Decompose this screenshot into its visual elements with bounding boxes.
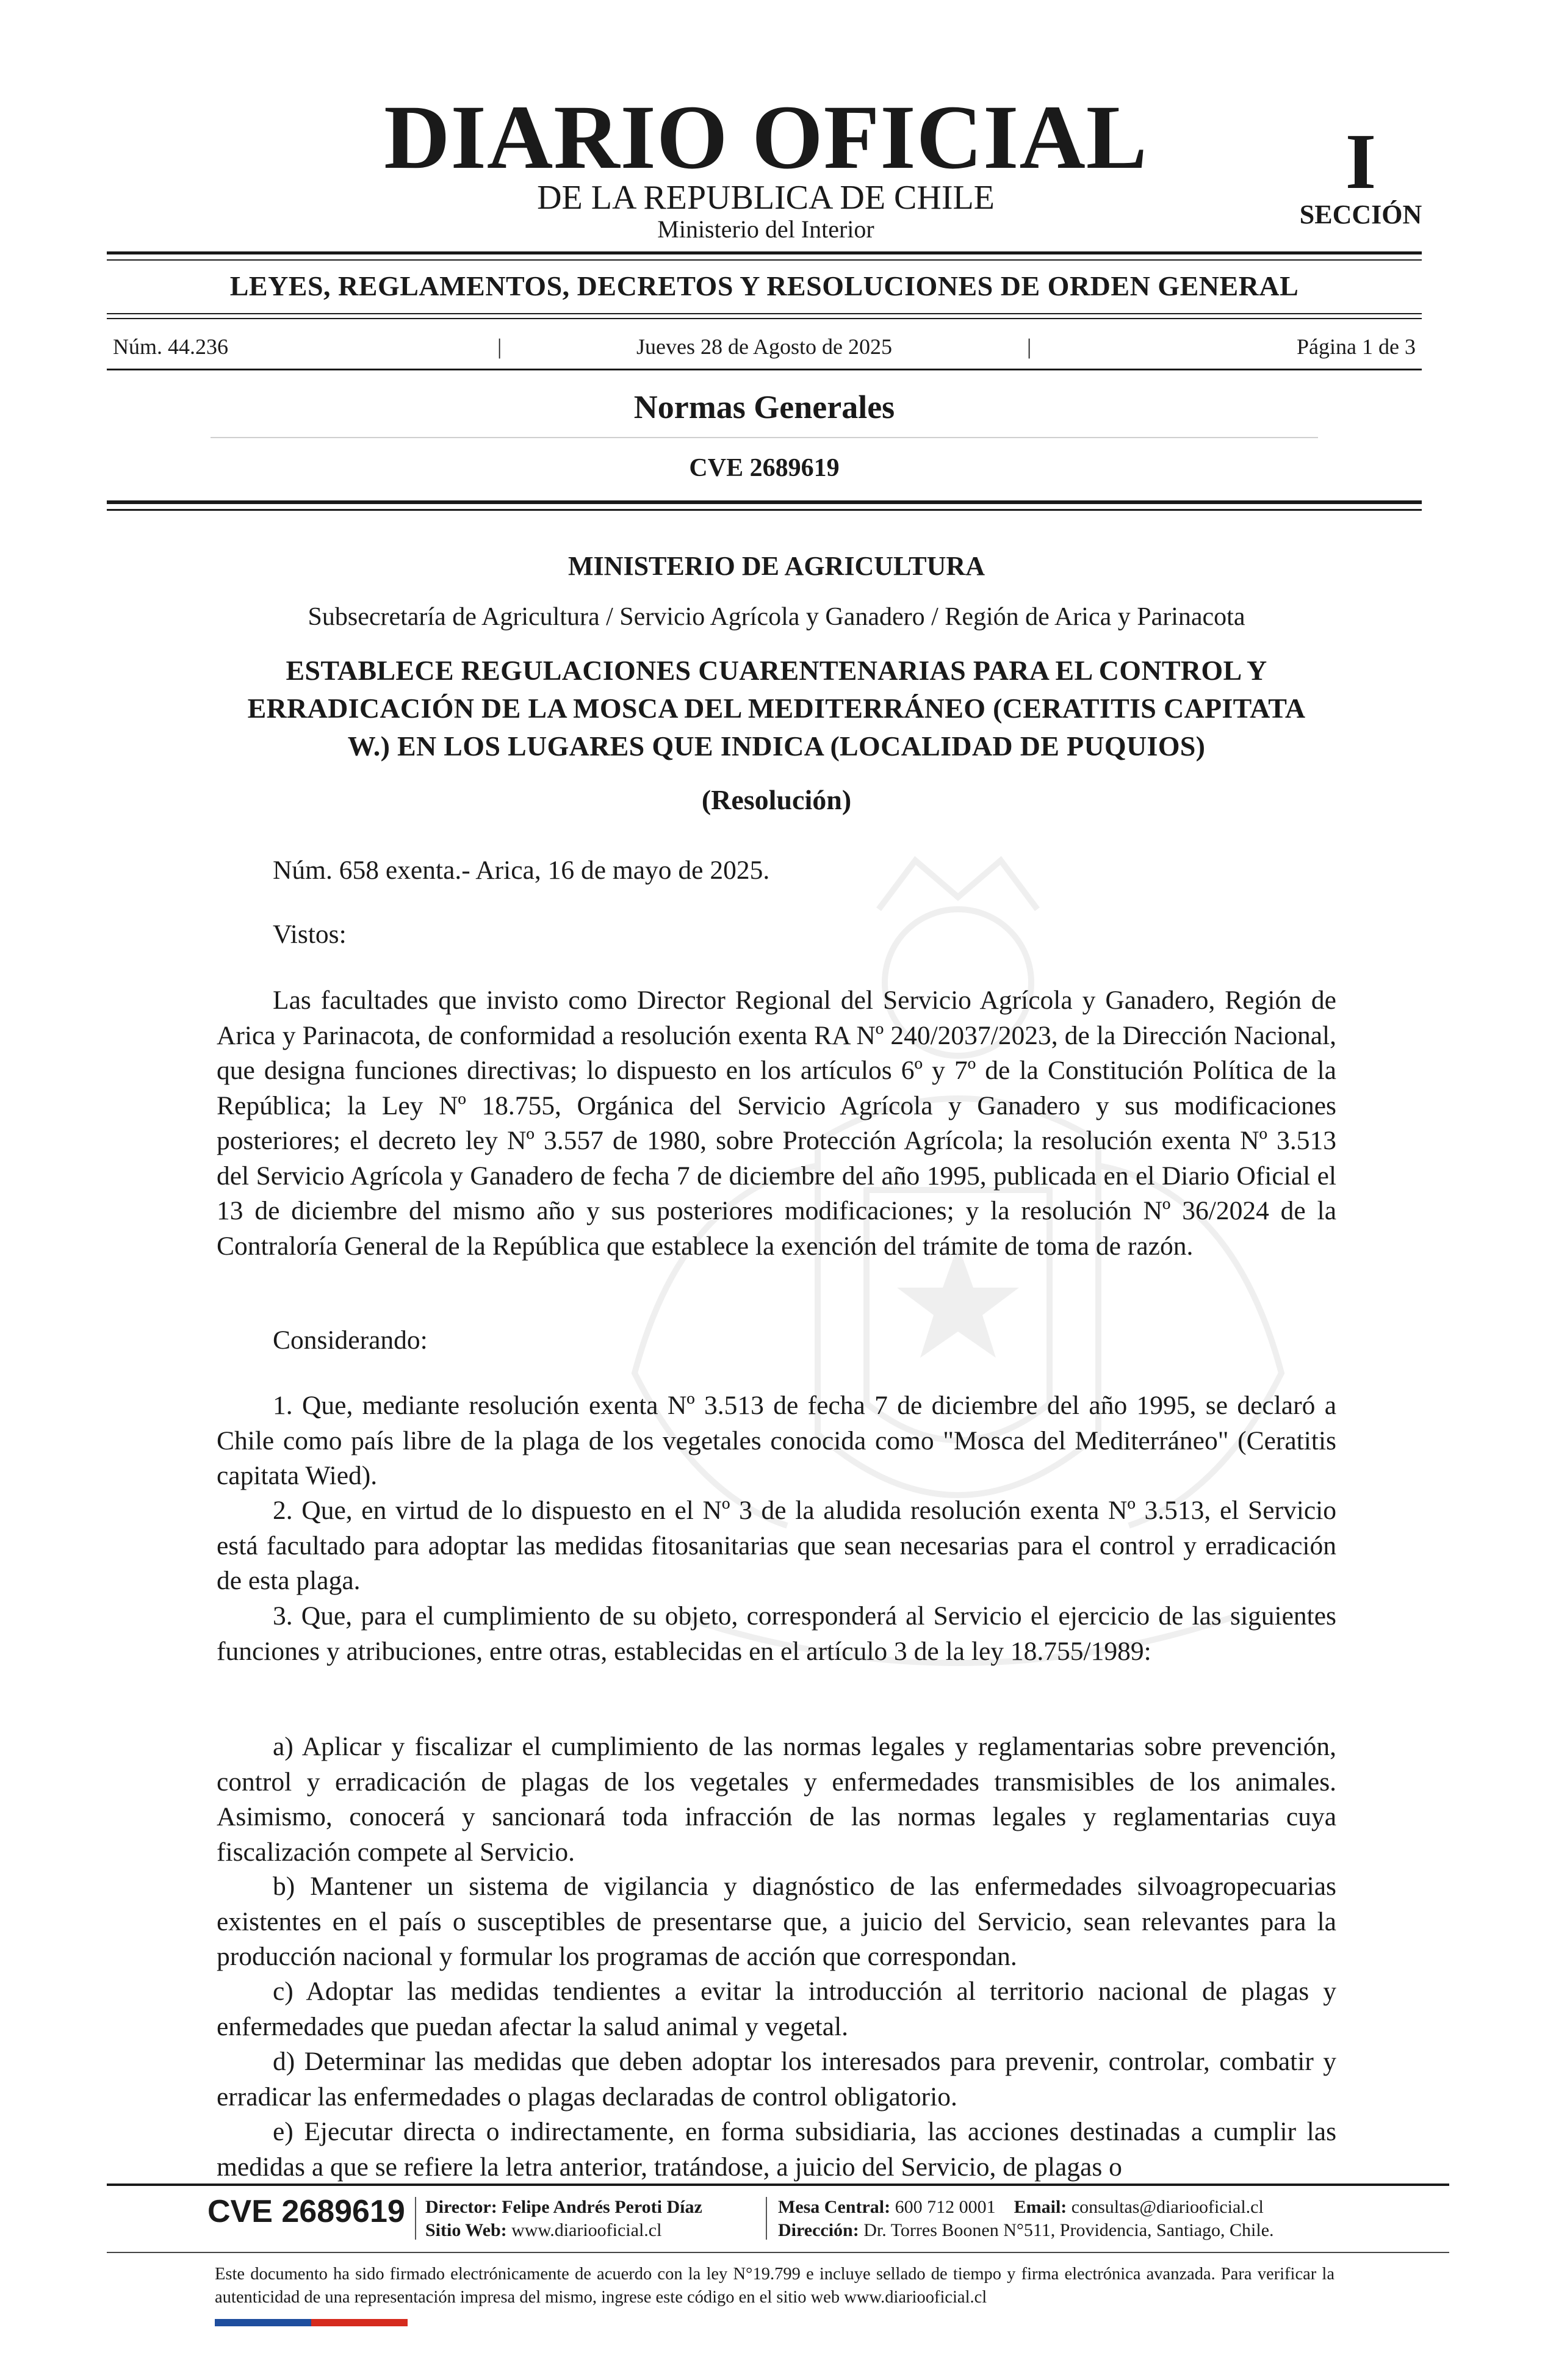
vistos-label: Vistos: [273, 920, 347, 949]
paper-ministry: Ministerio del Interior [657, 215, 874, 243]
footer-contact-block [778, 2196, 1274, 2242]
vistos-paragraph: Las facultades que invisto como Director Regional del Servicio Agrícola y Ganadero, Región de Arica y Parinacota, de conformidad a resolución exenta RA Nº 240/2037/2023, de la Dirección Nacional, que designa funciones directivas; lo dispuesto en los artículos 6º y 7º de la Constitución Política de la República; la Ley Nº 18.755, Orgánica del Servicio Agrícola y Ganadero y sus modificaciones posteriores; el decreto ley Nº 3.557 de 1980, sobre Protección Agrícola; la resolución exenta Nº 3.513 del Servicio Agrícola y Ganadero de fecha 7 de diciembre del año 1995, publicada en el Diario Oficial el 13 de diciembre del mismo año y sus posteriores modificaciones; y la resolución Nº 36/2024 de la Contraloría General de la República que establece la exención del trámite de toma de razón. [217, 986, 1336, 1261]
divider [107, 259, 1422, 261]
address-label: Dirección: [778, 2220, 859, 2240]
section-label: SECCIÓN [1299, 200, 1422, 229]
divider [107, 318, 1422, 319]
considerando-item: 2. Que, en virtud de lo dispuesto en el Nº 3 de la aludida resolución exenta Nº 3.513, el Servicio está facultado para adoptar las medidas fitosanitarias que sean necesarias para el control y erradicación de esta plaga. [217, 1496, 1336, 1595]
phone-number: 600 712 0001 [895, 2197, 996, 2217]
ministry-heading: MINISTERIO DE AGRICULTURA [568, 551, 985, 581]
address-text: Dr. Torres Boonen N°511, Providencia, Santiago, Chile. [863, 2220, 1274, 2240]
divider [107, 2183, 1449, 2186]
divider [107, 2252, 1449, 2253]
separator: | [1027, 334, 1032, 359]
resolution-title [217, 652, 1336, 765]
considerando-label: Considerando: [273, 1325, 428, 1355]
paper-title: DIARIO OFICIAL [384, 87, 1148, 188]
phone-label: Mesa Central: [778, 2197, 891, 2217]
function-item: b) Mantener un sistema de vigilancia y diagnóstico de las enfermedades silvoagropecuarias existentes en el país o susceptibles de presentarse que, a juicio del Servicio, sean relevantes para la producción nacional y formular los programas de acción que correspondan. [217, 1872, 1336, 1971]
norms-heading: Normas Generales [633, 389, 895, 425]
considerando-item: 3. Que, para el cumplimiento de su objeto, corresponderá al Servicio el ejercicio de las siguientes funciones y atribuciones, entre otras, establecidas en el artículo 3 de la ley 18.755/1989: [217, 1601, 1336, 1666]
resolution-title-line: ERRADICACIÓN DE LA MOSCA DEL MEDITERRÁNEO (CERATITIS CAPITATA [247, 693, 1306, 724]
issue-bar [107, 334, 1422, 359]
function-item: a) Aplicar y fiscalizar el cumplimiento de las normas legales y reglamentarias sobre prevención, control y erradicación de plagas de los vegetales y enfermedades transmisibles de los animales. Asimismo, conocerá y sancionará toda infracción de las normas legales y reglamentarias cuya fiscalización compete al Servicio. [217, 1732, 1336, 1867]
function-item: c) Adoptar las medidas tendientes a evitar la introducción al territorio nacional de plagas y enfermedades que puedan afectar la salud animal y vegetal. [217, 1977, 1336, 2041]
website-link[interactable]: www.diariooficial.cl [511, 2220, 662, 2240]
resolution-number-line: Núm. 658 exenta.- Arica, 16 de mayo de 2025. [273, 856, 770, 885]
director-label: Director: [425, 2197, 497, 2217]
paper-subtitle: DE LA REPUBLICA DE CHILE [537, 179, 995, 217]
function-item: e) Ejecutar directa o indirectamente, en forma subsidiaria, las acciones destinadas a cumplir las medidas a que se refiere la letra anterior, tratándose, a juicio del Servicio, de plagas o [217, 2117, 1336, 2182]
divider [107, 500, 1422, 504]
section-numeral: I [1345, 118, 1377, 206]
footer-cve-code: CVE 2689619 [207, 2194, 405, 2229]
director-name: Felipe Andrés Peroti Díaz [502, 2197, 702, 2217]
flag-stripe-red [311, 2319, 408, 2326]
resolution-title-line: ESTABLECE REGULACIONES CUARENTENARIAS PARA EL CONTROL Y [286, 655, 1267, 686]
issue-date: Jueves 28 de Agosto de 2025 [636, 334, 892, 359]
divider [107, 251, 1422, 254]
divider [107, 313, 1422, 314]
email-label: Email: [1014, 2197, 1067, 2217]
legal-notice: Este documento ha sido firmado electrónicamente de acuerdo con la ley N°19.799 e incluye sellado de tiempo y firma electrónica avanzada. Para verificar la autenticidad de una representación impresa del mismo, ingrese este código en el sitio web www.diariooficial.cl [215, 2265, 1334, 2307]
function-item: d) Determinar las medidas que deben adoptar los interesados para prevenir, controlar, combatir y erradicar las enfermedades o plagas declaradas de control obligatorio. [217, 2047, 1336, 2111]
separator: | [497, 334, 502, 359]
divider [415, 2197, 416, 2240]
divider [211, 437, 1318, 438]
issue-number: Núm. 44.236 [113, 334, 228, 359]
footer-director-block [425, 2196, 702, 2242]
divider [107, 369, 1422, 370]
divider [107, 509, 1422, 511]
subsecretaria-line: Subsecretaría de Agricultura / Servicio Agrícola y Ganadero / Región de Arica y Parinacota [308, 603, 1245, 631]
issue-page: Página 1 de 3 [1297, 334, 1416, 359]
considerando-item: 1. Que, mediante resolución exenta Nº 3.513 de fecha 7 de diciembre del año 1995, se declaró a Chile como país libre de la plaga de los vegetales conocida como "Mosca del Mediterráneo" (Ceratitis capitata Wied). [217, 1391, 1336, 1490]
divider [766, 2197, 767, 2240]
resolution-title-line: W.) EN LOS LUGARES QUE INDICA (LOCALIDAD DE PUQUIOS) [347, 730, 1206, 762]
category-line: LEYES, REGLAMENTOS, DECRETOS Y RESOLUCIONES DE ORDEN GENERAL [229, 270, 1299, 301]
cve-heading: CVE 2689619 [689, 454, 840, 482]
flag-stripe-blue [215, 2319, 311, 2326]
resolution-type: (Resolución) [701, 784, 852, 815]
website-label: Sitio Web: [425, 2220, 507, 2240]
email-link[interactable]: consultas@diariooficial.cl [1071, 2197, 1264, 2217]
